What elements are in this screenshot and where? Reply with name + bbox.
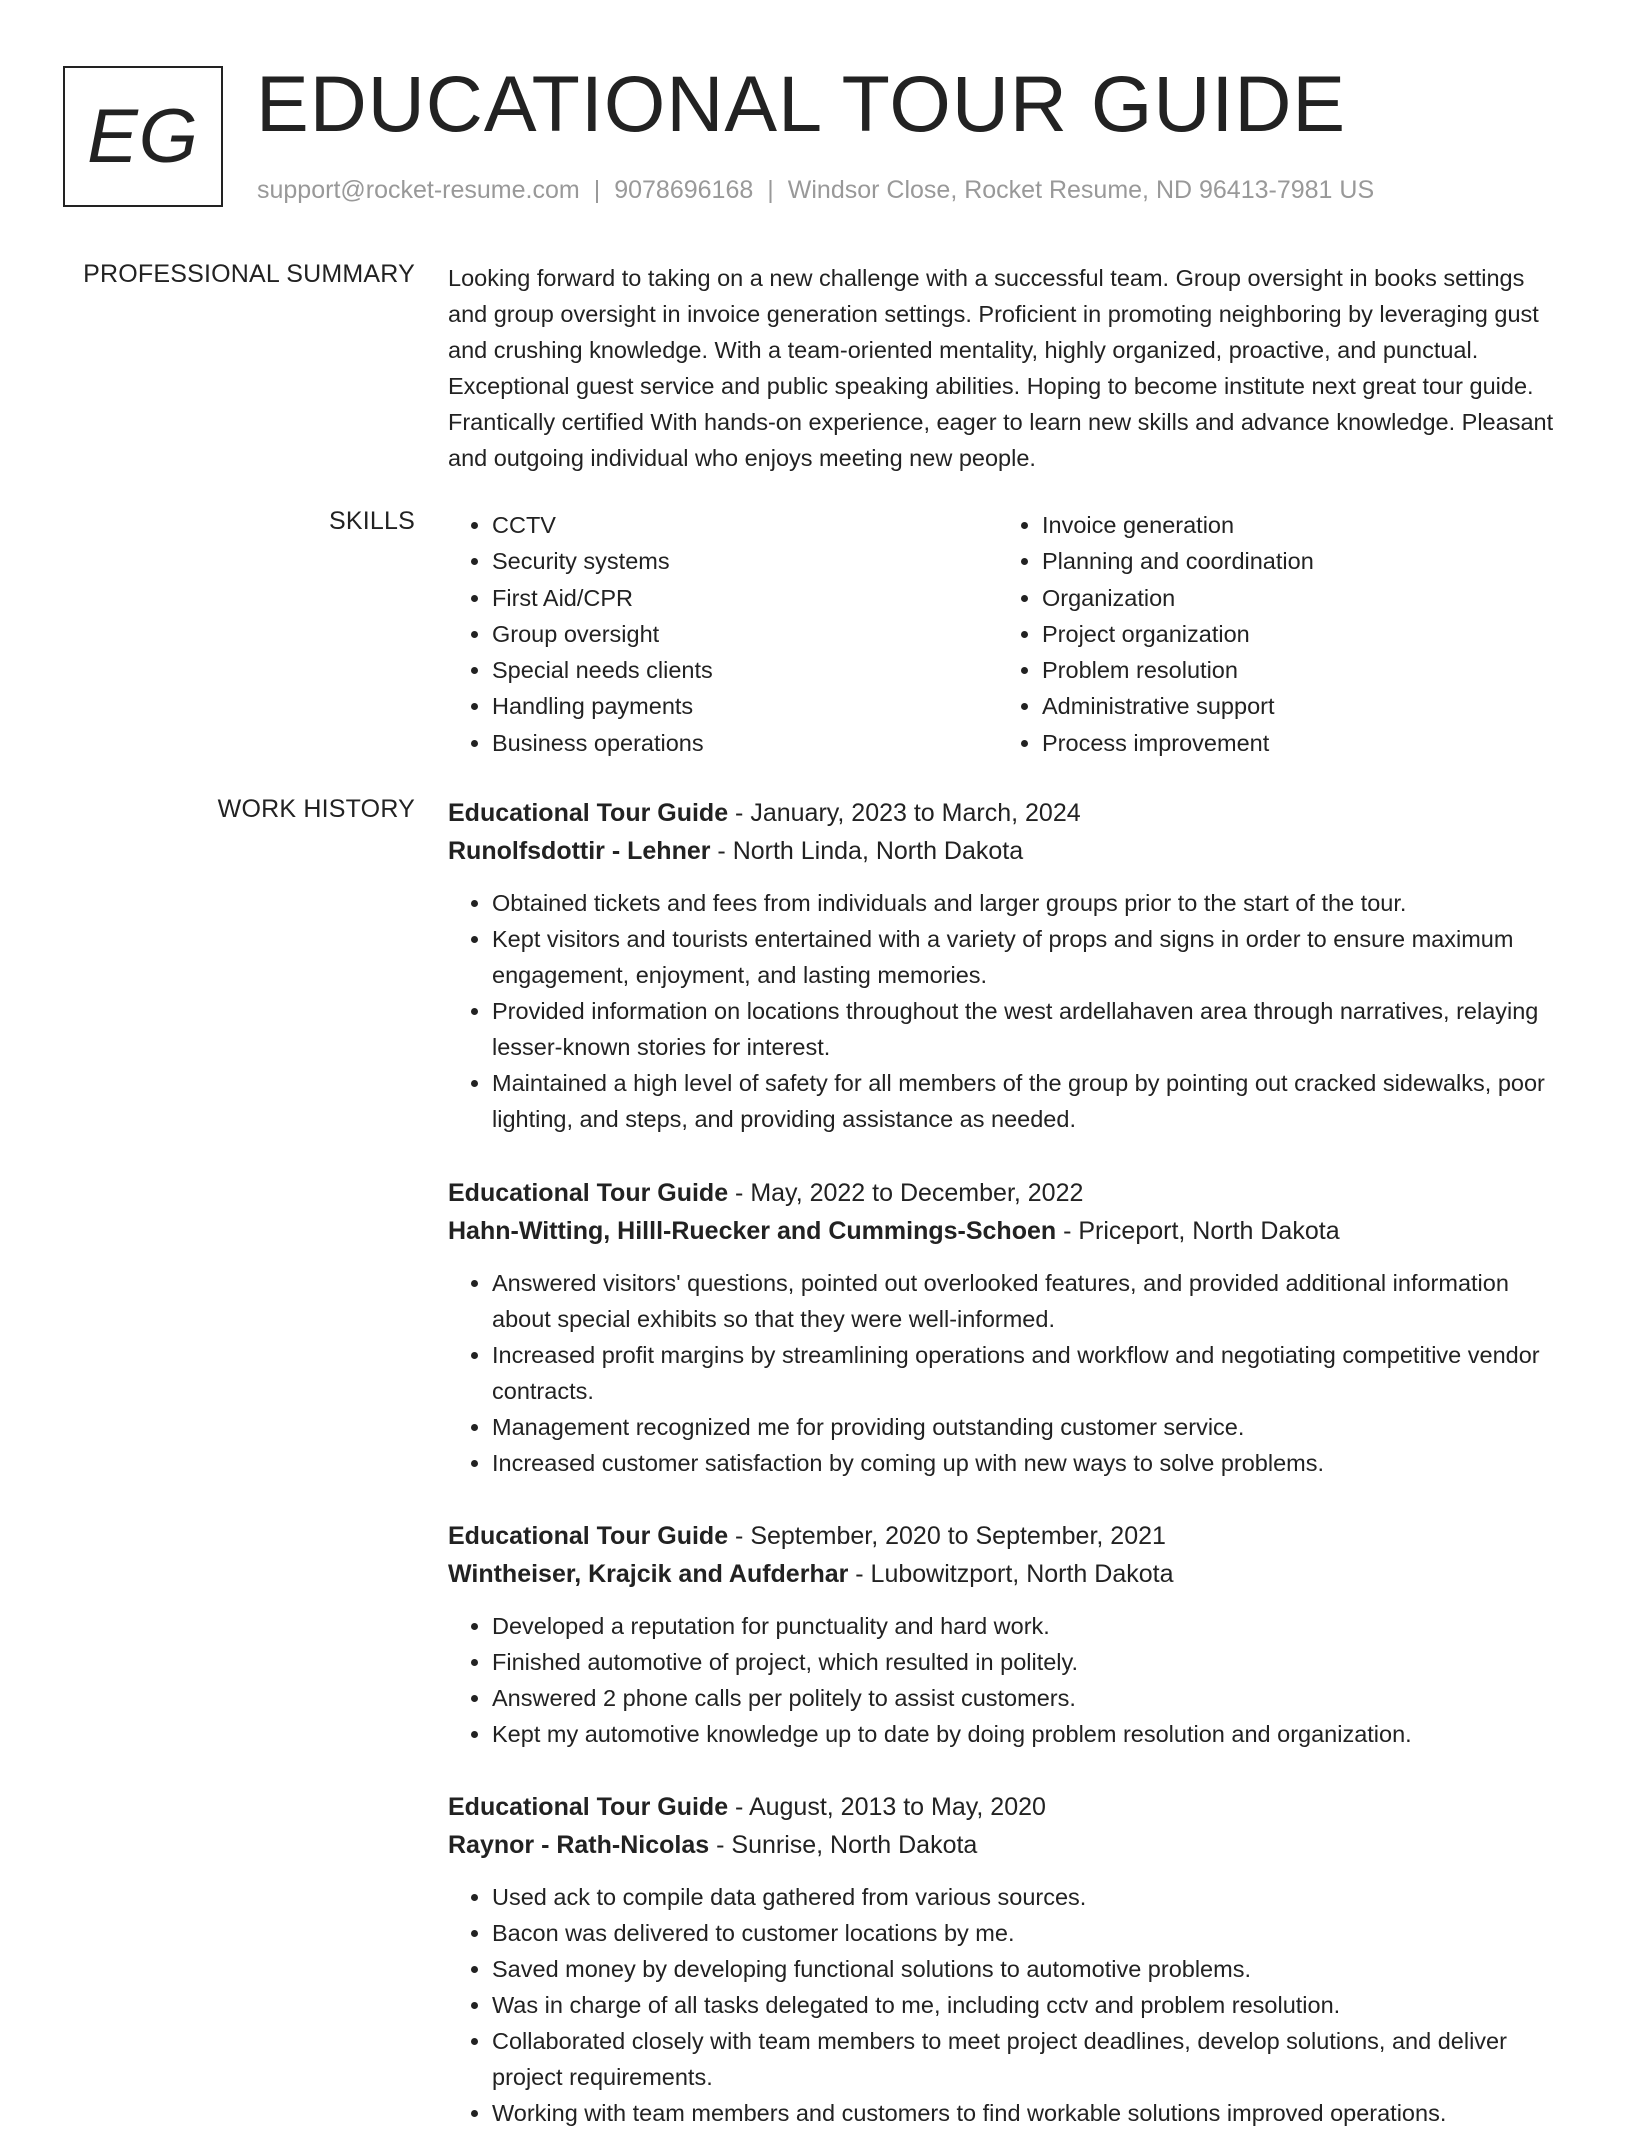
job-bullets (448, 1879, 1568, 2131)
job-bullets (448, 1265, 1568, 1481)
job-title: Educational Tour Guide (448, 1793, 729, 1821)
job-bullet: • Answered 2 phone calls per politely to assist customers. (492, 1680, 1568, 1716)
job-location: - Priceport, North Dakota (1056, 1217, 1340, 1245)
job-company: Raynor - Rath-Nicolas (448, 1831, 710, 1859)
job-bullet: • Answered visitors' questions, pointed out overlooked features, and provided additional information about special exhibits so that they were well-informed. (492, 1265, 1568, 1337)
job-employer (448, 1555, 1568, 1593)
job-title: Educational Tour Guide (448, 799, 729, 827)
job-bullet: • Collaborated closely with team members to meet project deadlines, develop solutions, and deliver project requirements. (492, 2023, 1568, 2095)
skills-column-left (448, 507, 998, 761)
job-heading (448, 1517, 1568, 1555)
skill-item: • Organization (1042, 580, 1548, 616)
skill-item: • Group oversight (492, 616, 998, 652)
job-bullet: • Used ack to compile data gathered from various sources. (492, 1879, 1568, 1915)
job-dates: - September, 2020 to September, 2021 (728, 1522, 1166, 1550)
job-bullets (448, 885, 1568, 1137)
skills-list (448, 507, 1568, 761)
job-bullet: • Finished automotive of project, which resulted in politely. (492, 1644, 1568, 1680)
skill-item: • Planning and coordination (1042, 543, 1548, 579)
section-label-work: WORK HISTORY (217, 795, 415, 823)
job-title: Educational Tour Guide (448, 1522, 729, 1550)
section-label-summary: PROFESSIONAL SUMMARY (83, 260, 415, 288)
job-entry (448, 794, 1568, 1137)
job-company: Runolfsdottir - Lehner (448, 837, 711, 865)
job-bullet: • Management recognized me for providing outstanding customer service. (492, 1409, 1568, 1445)
job-employer (448, 1212, 1568, 1250)
job-employer (448, 832, 1568, 870)
skill-item: • First Aid/CPR (492, 580, 998, 616)
job-location: - Lubowitzport, North Dakota (848, 1560, 1174, 1588)
job-bullet: • Kept my automotive knowledge up to date by doing problem resolution and organization. (492, 1716, 1568, 1752)
job-bullet: • Increased customer satisfaction by coming up with new ways to solve problems. (492, 1445, 1568, 1481)
skill-item: • Handling payments (492, 688, 998, 724)
job-entry (448, 1174, 1568, 1481)
job-bullet: • Increased profit margins by streamlining operations and workflow and negotiating competitive vendor contracts. (492, 1337, 1568, 1409)
skill-item: • Security systems (492, 543, 998, 579)
job-title: Educational Tour Guide (448, 1179, 729, 1207)
contact-line (257, 176, 1374, 205)
job-bullet: • Bacon was delivered to customer locations by me. (492, 1915, 1568, 1951)
contact-separator: | (767, 176, 774, 204)
job-heading (448, 1174, 1568, 1212)
job-location: - North Linda, North Dakota (710, 837, 1024, 865)
job-entry (448, 1517, 1568, 1752)
contact-email: support@rocket-resume.com (257, 176, 580, 204)
job-company: Hahn-Witting, Hilll-Ruecker and Cummings-Schoen (448, 1217, 1057, 1245)
skill-item: • Special needs clients (492, 652, 998, 688)
job-bullet: • Obtained tickets and fees from individuals and larger groups prior to the start of the tour. (492, 885, 1568, 921)
job-dates: - May, 2022 to December, 2022 (728, 1179, 1084, 1207)
monogram-badge (63, 66, 223, 207)
skills-column-right (998, 507, 1548, 761)
monogram-text: EG (87, 94, 199, 179)
job-company: Wintheiser, Krajcik and Aufderhar (448, 1560, 849, 1588)
job-heading (448, 794, 1568, 832)
job-employer (448, 1826, 1568, 1864)
skill-item: • Process improvement (1042, 725, 1548, 761)
section-label-skills: SKILLS (329, 507, 415, 535)
job-heading (448, 1788, 1568, 1826)
contact-separator: | (593, 176, 601, 204)
job-dates: - January, 2023 to March, 2024 (728, 799, 1081, 827)
job-bullets (448, 1608, 1568, 1752)
skill-item: • Project organization (1042, 616, 1548, 652)
job-bullet: • Maintained a high level of safety for all members of the group by pointing out cracked sidewalks, poor lighting, and steps, and providing assistance as needed. (492, 1065, 1568, 1137)
job-bullet: • Was in charge of all tasks delegated to me, including cctv and problem resolution. (492, 1987, 1568, 2023)
job-location: - Sunrise, North Dakota (709, 1831, 978, 1859)
skill-item: • Administrative support (1042, 688, 1548, 724)
job-bullet: • Working with team members and customers to find workable solutions improved operations. (492, 2095, 1568, 2131)
skill-item: • Business operations (492, 725, 998, 761)
skill-item: • Invoice generation (1042, 507, 1548, 543)
job-bullet: • Kept visitors and tourists entertained with a variety of props and signs in order to ensure maximum engagement, enjoyment, and lasting memories. (492, 921, 1568, 993)
skill-item: • Problem resolution (1042, 652, 1548, 688)
job-bullet: • Developed a reputation for punctuality and hard work. (492, 1608, 1568, 1644)
job-bullet: • Provided information on locations throughout the west ardellahaven area through narratives, relaying lesser-known stories for interest. (492, 993, 1568, 1065)
skill-item: • CCTV (492, 507, 998, 543)
job-dates: - August, 2013 to May, 2020 (728, 1793, 1046, 1821)
contact-phone: 9078696168 (614, 176, 754, 204)
summary-text: Looking forward to taking on a new challenge with a successful team. Group oversight in books settings and group oversight in invoice generation settings. Proficient in promoting neighboring by leveraging gust and crushing knowledge. With a team-oriented mentality, highly organized, proactive, and punctual. Exceptional guest service and public speaking abilities. Hoping to become institute next great tour guide. Frantically certified With hands-on experience, eager to learn new skills and advance knowledge. Pleasant and outgoing individual who enjoys meeting new people. (448, 265, 1554, 471)
page-title: EDUCATIONAL TOUR GUIDE (256, 59, 1347, 148)
job-entry (448, 1788, 1568, 2131)
job-bullet: • Saved money by developing functional solutions to automotive problems. (492, 1951, 1568, 1987)
contact-address: Windsor Close, Rocket Resume, ND 96413-7981 US (787, 176, 1375, 204)
